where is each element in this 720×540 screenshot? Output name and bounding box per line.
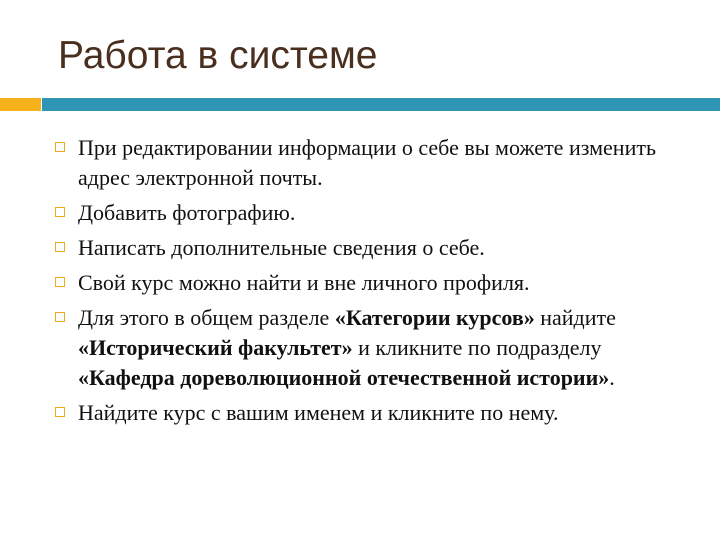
slide-title: Работа в системе [58,34,378,77]
square-bullet-icon [55,312,65,322]
bullet-text-part: найдите [534,305,616,330]
title-divider-accent [0,98,41,111]
department-label: «Кафедра дореволюционной отечественной истории» [78,365,610,390]
bullet-item [52,268,702,298]
bullet-text-part: Для этого в общем разделе [78,305,335,330]
bullet-item [52,233,702,263]
bullet-item [52,398,702,428]
bullet-item [52,198,702,228]
square-bullet-icon [55,142,65,152]
bullet-text: Свой курс можно найти и вне личного профиля. [78,270,530,295]
square-bullet-icon [55,207,65,217]
title-divider-bar [42,98,720,111]
bullet-text: Написать дополнительные сведения о себе. [78,235,485,260]
bullet-text: Найдите курс с вашим именем и кликните по нему. [78,400,559,425]
bullet-text-part: . [609,365,615,390]
history-faculty-label: «Исторический факультет» [78,335,353,360]
bullet-item [52,303,702,393]
bullet-text: Добавить фотографию. [78,200,296,225]
bullet-list [52,133,702,433]
bullet-text: При редактировании информации о себе вы можете изменить адрес электронной почты. [78,135,656,190]
bullet-text-part: и кликните по подразделу [352,335,602,360]
category-courses-label: «Категории курсов» [334,305,535,330]
square-bullet-icon [55,277,65,287]
bullet-item [52,133,702,193]
square-bullet-icon [55,242,65,252]
square-bullet-icon [55,407,65,417]
